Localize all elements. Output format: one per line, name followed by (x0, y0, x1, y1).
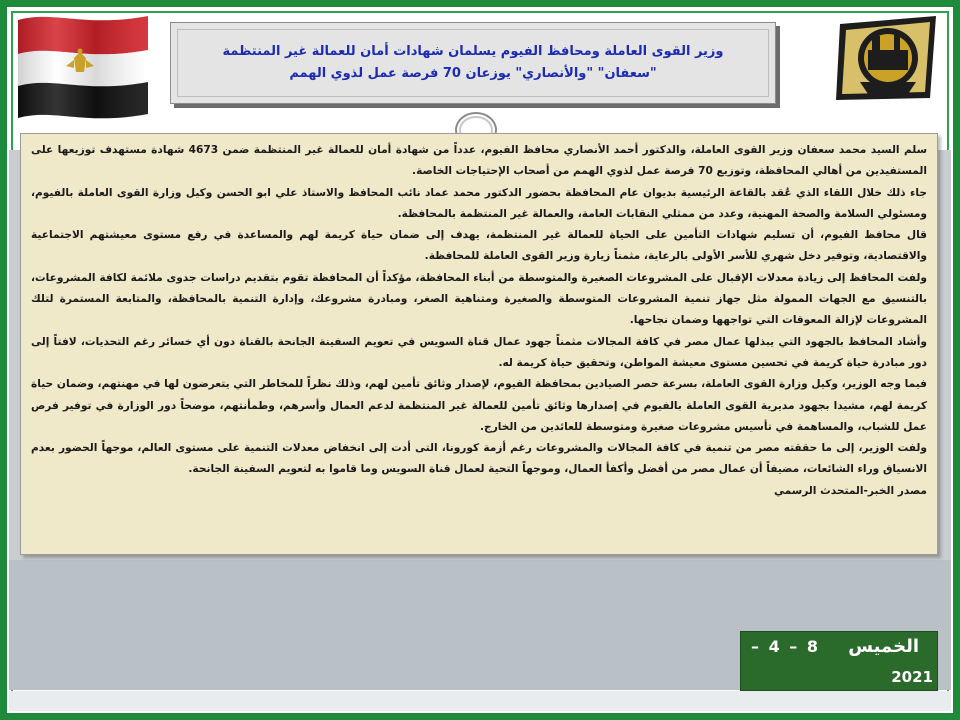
article-paragraph: فيما وجه الوزير، وكيل وزارة القوى العاملة، بسرعة حصر الصيادين بمحافظة الفيوم، لإصدار وثائق تأمين لهم، وذلك نظراً للمخاطر التي يتعرضون لها في مهنتهم، وضمان حياة كريمة لهم، مشيدا بجهود مديرية القوى العاملة بالفيوم في إصدارها وثائق تأمين للعمالة غير المنتظمة لدعم العمال وأسرهم، وطمأنتهم، موضحاً دور الوزارة في توفير فرص عمل للشباب، والمساهمة في تأسيس مشروعات صغيرة ومتوسطة للعائدين من الخارج. (31, 378, 927, 433)
article-paragraph: ولفت الوزير، إلى ما حققته مصر من تنمية في كافة المجالات والمشروعات رغم أزمة كورونا، التى أدت إلى انخفاض معدلات التنمية على مستوى العالم، موجهاً الحضور بعدم الانسياق وراء الشائعات، مضيفاً أن عمال مصر من أفضل وأكفأ العمال، وموجهاً التحية لعمال قناة السويس وما قاموا به لتعويم السفينة الجانحة. (31, 442, 927, 476)
date-day: الخميس (848, 636, 919, 657)
headline-line-2: "سعفان" "والأنصاري" يوزعان 70 فرصة عمل لذوي الهمم (289, 66, 657, 81)
article-paragraph: جاء ذلك خلال اللقاء الذي عُقد بالقاعة الرئيسية بديوان عام المحافظة بحضور الدكتور محمد عماد نائب المحافظ والاستاذ علي ابو الحسن وكيل وزارة القوى العاملة بالفيوم، ومسئولي السلامة والصحة المهنية، وعدد من ممثلي النقابات العامة، والعمالة غير المنتظمة بالمحافظة. (31, 186, 927, 220)
egypt-flag-icon (14, 10, 152, 120)
date-year: 2021 (891, 668, 933, 686)
article-paragraph: سلم السيد محمد سعفان وزير القوى العاملة، والدكتور أحمد الأنصاري محافظ الفيوم، عدداً من شهادة أمان للعمالة غير المنتظمة ضمن 4673 شهادة مستهدف توزيعها على المستفيدين من أهالي المحافظة، وتوزيع 70 فرصة عمل لذوي الهمم من أصحاب الإحتياجات الخاصة. (31, 144, 928, 178)
headline-box (170, 22, 776, 104)
article-paragraph: قال محافظ الفيوم، أن تسليم شهادات التأمين على الحياة للعمالة غير المنتظمة، يهدف إلى ضمان حياة كريمة لهم والمساعدة في رفع مستوى معيشتهم الاجتماعية والاقتصادية، وتوفير دخل شهري للأسر الأولى بالرعاية، مثمناً زيارة وزير القوى العاملة للمحافظة. (31, 229, 927, 263)
article-paragraph: وأشاد المحافظ بالجهود التي يبذلها عمال مصر في كافة المجالات مثمناً جهود عمال قناة السويس في تعويم السفينة الجانحة بالقناة دون أي خسائر رغم التحديات، لافتاً إلى دور مبادرة حياة كريمة في تحسين مستوى معيشة المواطن، وتحقيق حياة كريمة له. (31, 335, 927, 369)
date-box (740, 631, 938, 691)
article-source: مصدر الخبر-المتحدث الرسمي (773, 484, 927, 497)
headline (213, 41, 733, 85)
headline-line-1: وزير القوى العاملة ومحافظ الفيوم يسلمان شهادات أمان للعمالة غير المنتظمة (222, 44, 724, 59)
bottom-strip (9, 691, 951, 711)
article-paragraph: ولفت المحافظ إلى زيادة معدلات الإقبال على المشروعات الصغيرة والمتوسطة من أبناء المحافظة، مؤكداً أن المحافظة تقوم بتقديم دراسات جدوى ملائمة لكافة المشروعات، بالتنسيق مع الجهات الممولة مثل جهاز تنمية المشروعات المتوسطة والصغيرة ومتناهية الصغر، ومبادرة مشروعك، وإدارة التنمية بالمحافظة، والمتابعة المستمرة لتلك المشروعات لإزالة المعوقات التي تواجهها وضمان نجاحها. (31, 271, 927, 327)
date-day-month: – 4 – 8 (751, 637, 820, 656)
ministry-logo-icon (832, 12, 942, 104)
article-body (20, 133, 938, 555)
